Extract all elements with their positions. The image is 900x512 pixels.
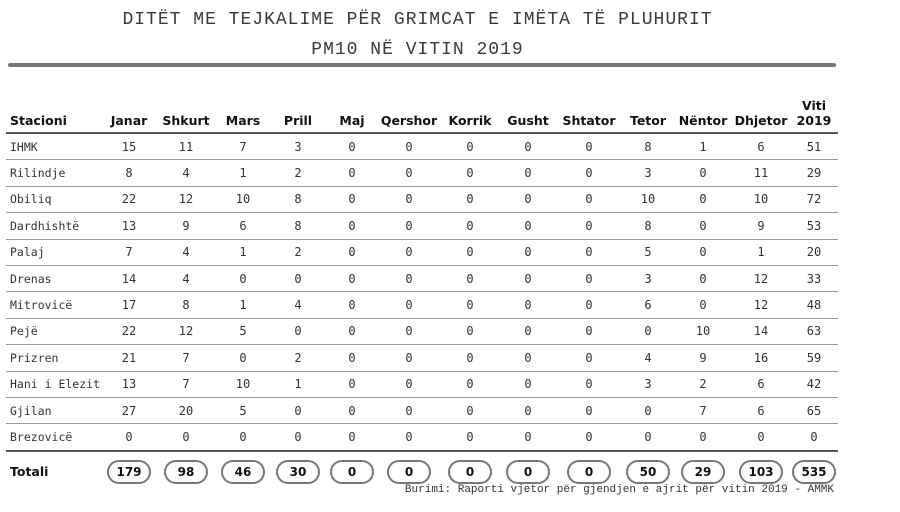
month-value-cell: 14 [732, 318, 790, 344]
column-header: Mars [216, 92, 270, 133]
month-value-cell: 0 [378, 265, 440, 291]
month-value-cell: 0 [326, 424, 378, 451]
total-value-badge: 0 [567, 460, 611, 484]
month-value-cell: 3 [622, 265, 674, 291]
month-value-cell: 0 [378, 397, 440, 423]
totals-label: Totali [10, 464, 49, 480]
exceedance-table [6, 92, 838, 492]
station-name: Palaj [6, 239, 102, 265]
month-value-cell: 0 [378, 133, 440, 160]
month-value-cell: 16 [732, 345, 790, 371]
month-value-cell: 0 [326, 292, 378, 318]
month-value-cell: 9 [156, 213, 216, 239]
month-value-cell: 0 [270, 318, 326, 344]
total-value-badge: 0 [506, 460, 550, 484]
total-value-badge: 0 [330, 460, 374, 484]
station-name: Obiliq [6, 186, 102, 212]
year-total-cell: 33 [790, 265, 838, 291]
month-value-cell: 0 [556, 345, 622, 371]
title-line-1: DITËT ME TEJKALIME PËR GRIMCAT E IMËTA TË PLUHURIT [122, 10, 713, 30]
station-name: Rilindje [6, 160, 102, 186]
month-value-cell: 8 [622, 213, 674, 239]
total-value-badge: 46 [221, 460, 265, 484]
month-value-cell: 0 [440, 371, 500, 397]
year-total-cell: 65 [790, 397, 838, 423]
month-value-cell: 11 [732, 160, 790, 186]
total-value-badge: 0 [448, 460, 492, 484]
month-value-cell: 0 [556, 239, 622, 265]
month-value-cell: 6 [732, 133, 790, 160]
table-row [6, 265, 838, 291]
source-note: Burimi: Raporti vjetor për gjendjen e ajrit për vitin 2019 - AMMK [404, 484, 834, 496]
month-value-cell: 0 [500, 239, 556, 265]
month-value-cell: 0 [326, 345, 378, 371]
station-name: IHMK [6, 133, 102, 160]
column-header: Janar [102, 92, 156, 133]
total-cell [102, 451, 156, 492]
column-header: Qershor [378, 92, 440, 133]
month-value-cell: 0 [326, 265, 378, 291]
month-value-cell: 0 [674, 186, 732, 212]
month-value-cell: 5 [216, 318, 270, 344]
month-value-cell: 0 [326, 371, 378, 397]
month-value-cell: 0 [378, 213, 440, 239]
month-value-cell: 22 [102, 318, 156, 344]
year-total-cell: 0 [790, 424, 838, 451]
month-value-cell: 0 [556, 133, 622, 160]
month-value-cell: 9 [674, 345, 732, 371]
month-value-cell: 0 [216, 424, 270, 451]
month-value-cell: 21 [102, 345, 156, 371]
month-value-cell: 0 [216, 265, 270, 291]
month-value-cell: 2 [674, 371, 732, 397]
month-value-cell: 1 [674, 133, 732, 160]
month-value-cell: 0 [440, 397, 500, 423]
month-value-cell: 14 [102, 265, 156, 291]
year-total-cell: 63 [790, 318, 838, 344]
month-value-cell: 4 [156, 265, 216, 291]
month-value-cell: 13 [102, 371, 156, 397]
month-value-cell: 10 [622, 186, 674, 212]
month-value-cell: 0 [622, 424, 674, 451]
table-row [6, 213, 838, 239]
title-divider [8, 63, 836, 67]
month-value-cell: 0 [378, 424, 440, 451]
column-header: Prill [270, 92, 326, 133]
month-value-cell: 10 [216, 371, 270, 397]
table-row [6, 397, 838, 423]
month-value-cell: 0 [622, 397, 674, 423]
total-cell [270, 451, 326, 492]
total-value-badge: 0 [387, 460, 431, 484]
station-name: Drenas [6, 265, 102, 291]
month-value-cell: 0 [674, 213, 732, 239]
total-value-badge: 535 [792, 460, 836, 484]
month-value-cell: 0 [674, 292, 732, 318]
month-value-cell: 1 [270, 371, 326, 397]
month-value-cell: 0 [440, 345, 500, 371]
month-value-cell: 0 [270, 265, 326, 291]
month-value-cell: 6 [732, 397, 790, 423]
month-value-cell: 0 [440, 213, 500, 239]
month-value-cell: 22 [102, 186, 156, 212]
column-header: Gusht [500, 92, 556, 133]
column-header: Shkurt [156, 92, 216, 133]
total-value-badge: 98 [164, 460, 208, 484]
month-value-cell: 1 [216, 292, 270, 318]
station-name: Brezovicë [6, 424, 102, 451]
month-value-cell: 9 [732, 213, 790, 239]
month-value-cell: 0 [156, 424, 216, 451]
month-value-cell: 12 [156, 186, 216, 212]
station-name: Dardhishtë [6, 213, 102, 239]
month-value-cell: 0 [556, 371, 622, 397]
month-value-cell: 3 [270, 133, 326, 160]
month-value-cell: 3 [622, 371, 674, 397]
year-column-header [790, 92, 838, 133]
month-value-cell: 8 [102, 160, 156, 186]
month-value-cell: 0 [326, 397, 378, 423]
month-value-cell: 0 [500, 318, 556, 344]
month-value-cell: 0 [500, 133, 556, 160]
month-value-cell: 0 [500, 160, 556, 186]
table-row [6, 133, 838, 160]
station-name: Hani i Elezit [6, 371, 102, 397]
month-value-cell: 0 [674, 265, 732, 291]
month-value-cell: 0 [378, 239, 440, 265]
month-value-cell: 8 [270, 186, 326, 212]
month-value-cell: 5 [622, 239, 674, 265]
month-value-cell: 0 [102, 424, 156, 451]
month-value-cell: 0 [378, 186, 440, 212]
month-value-cell: 7 [156, 345, 216, 371]
header-row [6, 92, 838, 133]
month-value-cell: 8 [156, 292, 216, 318]
year-total-cell: 48 [790, 292, 838, 318]
month-value-cell: 0 [556, 318, 622, 344]
month-value-cell: 0 [378, 318, 440, 344]
month-value-cell: 2 [270, 239, 326, 265]
month-value-cell: 0 [500, 292, 556, 318]
month-value-cell: 2 [270, 345, 326, 371]
month-value-cell: 0 [440, 292, 500, 318]
station-name: Pejë [6, 318, 102, 344]
total-value-badge: 50 [626, 460, 670, 484]
total-value-badge: 179 [107, 460, 151, 484]
column-header: Maj [326, 92, 378, 133]
month-value-cell: 12 [156, 318, 216, 344]
month-value-cell: 0 [440, 424, 500, 451]
month-value-cell: 7 [216, 133, 270, 160]
month-value-cell: 0 [556, 213, 622, 239]
month-value-cell: 0 [500, 213, 556, 239]
month-value-cell: 1 [216, 160, 270, 186]
month-value-cell: 20 [156, 397, 216, 423]
month-value-cell: 0 [674, 424, 732, 451]
table-row [6, 318, 838, 344]
month-value-cell: 0 [556, 292, 622, 318]
total-cell [326, 451, 378, 492]
table-body [6, 133, 838, 492]
column-header: Korrik [440, 92, 500, 133]
month-value-cell: 0 [674, 160, 732, 186]
table-row [6, 345, 838, 371]
column-header: Dhjetor [732, 92, 790, 133]
month-value-cell: 0 [326, 318, 378, 344]
month-value-cell: 4 [156, 160, 216, 186]
month-value-cell: 0 [326, 239, 378, 265]
month-value-cell: 13 [102, 213, 156, 239]
month-value-cell: 0 [500, 186, 556, 212]
month-value-cell: 0 [378, 292, 440, 318]
station-name: Mitrovicë [6, 292, 102, 318]
month-value-cell: 7 [102, 239, 156, 265]
month-value-cell: 4 [270, 292, 326, 318]
month-value-cell: 17 [102, 292, 156, 318]
month-value-cell: 0 [500, 265, 556, 291]
month-value-cell: 12 [732, 292, 790, 318]
month-value-cell: 3 [622, 160, 674, 186]
month-value-cell: 6 [622, 292, 674, 318]
month-value-cell: 0 [440, 186, 500, 212]
month-value-cell: 0 [440, 160, 500, 186]
month-value-cell: 0 [378, 371, 440, 397]
total-cell [216, 451, 270, 492]
year-total-cell: 53 [790, 213, 838, 239]
month-value-cell: 0 [500, 424, 556, 451]
month-value-cell: 5 [216, 397, 270, 423]
month-value-cell: 12 [732, 265, 790, 291]
column-header: Shtator [556, 92, 622, 133]
table-row [6, 239, 838, 265]
month-value-cell: 4 [622, 345, 674, 371]
table-row [6, 292, 838, 318]
month-value-cell: 1 [732, 239, 790, 265]
month-value-cell: 11 [156, 133, 216, 160]
table-row [6, 186, 838, 212]
month-value-cell: 0 [440, 265, 500, 291]
month-value-cell: 0 [326, 186, 378, 212]
station-name: Prizren [6, 345, 102, 371]
month-value-cell: 0 [378, 345, 440, 371]
month-value-cell: 0 [378, 160, 440, 186]
month-value-cell: 7 [156, 371, 216, 397]
month-value-cell: 0 [674, 239, 732, 265]
total-value-badge: 30 [276, 460, 320, 484]
year-total-cell: 72 [790, 186, 838, 212]
month-value-cell: 0 [270, 397, 326, 423]
total-value-badge: 29 [681, 460, 725, 484]
year-total-cell: 59 [790, 345, 838, 371]
month-value-cell: 0 [440, 239, 500, 265]
total-value-badge: 103 [739, 460, 783, 484]
title-line-2: PM10 NË VITIN 2019 [311, 40, 524, 60]
month-value-cell: 0 [216, 345, 270, 371]
month-value-cell: 0 [440, 133, 500, 160]
month-value-cell: 0 [622, 318, 674, 344]
month-value-cell: 1 [216, 239, 270, 265]
month-value-cell: 4 [156, 239, 216, 265]
month-value-cell: 0 [556, 160, 622, 186]
table-row [6, 424, 838, 451]
month-value-cell: 0 [326, 160, 378, 186]
month-value-cell: 0 [326, 213, 378, 239]
month-value-cell: 15 [102, 133, 156, 160]
month-value-cell: 0 [500, 397, 556, 423]
column-header: Tetor [622, 92, 674, 133]
month-value-cell: 0 [556, 265, 622, 291]
year-header-label: Viti [802, 98, 826, 113]
year-total-cell: 29 [790, 160, 838, 186]
month-value-cell: 0 [556, 397, 622, 423]
column-header: Nëntor [674, 92, 732, 133]
month-value-cell: 2 [270, 160, 326, 186]
month-value-cell: 6 [732, 371, 790, 397]
station-column-header: Stacioni [6, 92, 102, 133]
month-value-cell: 0 [326, 133, 378, 160]
total-cell [156, 451, 216, 492]
month-value-cell: 0 [556, 424, 622, 451]
month-value-cell: 0 [270, 424, 326, 451]
year-total-cell: 42 [790, 371, 838, 397]
month-value-cell: 0 [440, 318, 500, 344]
month-value-cell: 0 [556, 186, 622, 212]
month-value-cell: 27 [102, 397, 156, 423]
table-row [6, 371, 838, 397]
year-header-value: 2019 [796, 113, 832, 128]
month-value-cell: 0 [500, 345, 556, 371]
month-value-cell: 8 [622, 133, 674, 160]
station-name: Gjilan [6, 397, 102, 423]
month-value-cell: 10 [732, 186, 790, 212]
month-value-cell: 0 [732, 424, 790, 451]
month-value-cell: 6 [216, 213, 270, 239]
table-row [6, 160, 838, 186]
month-value-cell: 7 [674, 397, 732, 423]
year-total-cell: 20 [790, 239, 838, 265]
month-value-cell: 0 [500, 371, 556, 397]
month-value-cell: 8 [270, 213, 326, 239]
year-total-cell: 51 [790, 133, 838, 160]
month-value-cell: 10 [674, 318, 732, 344]
month-value-cell: 10 [216, 186, 270, 212]
